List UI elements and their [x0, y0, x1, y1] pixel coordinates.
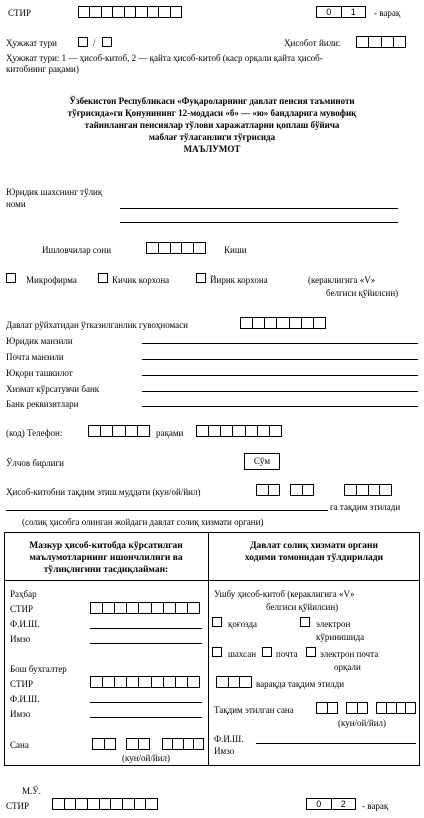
phone-code-input[interactable]: [88, 425, 150, 437]
via-label: орқали: [334, 662, 361, 672]
entity-name-label: Юридик шахснинг тўлиқ: [6, 187, 103, 197]
footer-stir-label: СТИР: [6, 801, 30, 811]
period-year-input[interactable]: [344, 484, 392, 496]
address-label: Юридик манзили: [6, 336, 73, 346]
large-checkbox[interactable]: [196, 273, 206, 283]
sheet-count-input[interactable]: [216, 676, 252, 688]
date-label: Сана: [10, 740, 29, 750]
right-date-month-input[interactable]: [346, 702, 368, 714]
doc-type-note: Ҳужжат тури: 1 — ҳисоб-китоб, 2 — қайта ҳисоб-китоб (каср орқали қайта ҳисоб-: [6, 53, 323, 63]
left-date-day-input[interactable]: [92, 738, 116, 750]
bank-label: Хизмат кўрсатувчи банк: [6, 384, 100, 394]
head-signature-label: Имзо: [10, 634, 31, 644]
submission-intro: Ушбу ҳисоб-китоб (кераклигига «V»: [214, 589, 355, 599]
workers-label: Ишловчилар сони: [42, 245, 112, 255]
footer-stir-input[interactable]: [52, 798, 158, 810]
seal-label: М.Ў.: [22, 786, 41, 796]
form-title: тайинланган пенсиялар тўлови харажатларни қоплаш бўйича: [84, 120, 340, 130]
paper-checkbox[interactable]: [212, 617, 222, 627]
accountant-fio-field[interactable]: [90, 702, 202, 703]
form-title: маблағ тўлаганлиги тўғрисида: [148, 132, 276, 142]
address-field[interactable]: [142, 343, 418, 344]
head-fio-label: Ф.И.Ш.: [10, 619, 40, 629]
electronic-label: электрон: [316, 619, 351, 629]
entity-name-field[interactable]: [120, 208, 398, 209]
doc-type-label: Ҳужжат тури: [6, 38, 57, 48]
right-date-year-input[interactable]: [376, 702, 416, 714]
workers-suffix: Киши: [224, 245, 247, 255]
email-label: электрон почта: [320, 649, 379, 659]
post-checkbox[interactable]: [262, 647, 272, 657]
right-panel-header: Давлат солиқ хизмати органи: [249, 541, 379, 551]
submitted-date-label: Тақдим этилган сана: [214, 705, 294, 715]
period-month-input[interactable]: [290, 484, 314, 496]
left-panel-header: Мазкур ҳисоб-китобда кўрсатилган: [29, 541, 183, 551]
large-label: Йирик корхона: [210, 275, 268, 285]
small-label: Кичик корхона: [112, 275, 170, 285]
post-label: почта: [276, 649, 298, 659]
right-date-hint: (кун/ой/йил): [338, 718, 386, 728]
doc-type-box[interactable]: [78, 37, 88, 47]
checkbox-hint: (кераклигига «V»: [308, 275, 376, 285]
parent-org-label: Юқори ташкилот: [6, 368, 73, 378]
micro-label: Микрофирма: [26, 275, 77, 285]
postal-label: Почта манзили: [6, 352, 64, 362]
bank-field[interactable]: [142, 391, 418, 392]
form-title: Ўзбекистон Республикаси «Фуқароларнинг давлат пенсия таъминоти: [69, 96, 355, 106]
page-suffix: - варақ: [374, 8, 401, 18]
head-label: Раҳбар: [10, 589, 37, 599]
in-person-checkbox[interactable]: [212, 647, 222, 657]
footer-page-suffix: - варақ: [362, 801, 389, 811]
entity-name-label: номи: [6, 199, 26, 209]
period-day-input[interactable]: [256, 484, 280, 496]
left-date-month-input[interactable]: [126, 738, 150, 750]
left-panel-header: маълумотларнинг ишончлилиги ва: [29, 553, 183, 563]
head-stir-label: СТИР: [10, 604, 34, 614]
right-date-day-input[interactable]: [316, 702, 338, 714]
page-digit: 0: [307, 799, 332, 809]
right-panel-header: ходими томонидан тўлдирилади: [244, 553, 384, 563]
officer-fio-label: Ф.И.Ш.: [214, 734, 244, 744]
accountant-signature-field[interactable]: [90, 717, 202, 718]
checkbox-hint: белгиси қўйилсин): [326, 288, 399, 298]
panel-divider: [208, 532, 209, 766]
workers-input[interactable]: [146, 242, 206, 254]
unit-label: Ўлчов бирлиги: [6, 458, 64, 468]
form-of-label: кўринишида: [316, 632, 365, 642]
micro-checkbox[interactable]: [6, 273, 16, 283]
accountant-stir-input[interactable]: [90, 676, 200, 688]
bank-details-label: Банк реквизитлари: [6, 399, 79, 409]
email-checkbox[interactable]: [306, 647, 316, 657]
doc-type-note: китобнинг рақами): [6, 64, 79, 74]
head-fio-field[interactable]: [90, 628, 202, 629]
small-checkbox[interactable]: [98, 273, 108, 283]
period-label: Ҳисоб-китобни тақдим этиш муддати (кун/ой/йил): [6, 487, 201, 497]
accountant-stir-label: СТИР: [10, 679, 34, 689]
phone-number-input[interactable]: [196, 425, 282, 437]
page-digit: 0: [317, 7, 342, 17]
stir-input[interactable]: [78, 6, 182, 18]
bank-details-field[interactable]: [142, 406, 418, 407]
tax-authority-field[interactable]: [6, 510, 328, 511]
doc-type-number-box[interactable]: [102, 37, 112, 47]
left-date-hint: (кун/ой/йил): [122, 753, 170, 763]
parent-org-field[interactable]: [142, 375, 418, 376]
accountant-fio-label: Ф.И.Ш.: [10, 694, 40, 704]
paper-label: қоғозда: [228, 619, 258, 629]
report-year-input[interactable]: [356, 36, 406, 48]
period-suffix: га тақдим этилади: [330, 502, 401, 512]
page-digit: 1: [350, 7, 356, 17]
entity-name-field[interactable]: [120, 222, 398, 223]
registry-input[interactable]: [240, 317, 326, 329]
form-title-main: МАЪЛУМОТ: [183, 144, 241, 154]
left-date-year-input[interactable]: [162, 738, 204, 750]
sheets-suffix: варақда тақдим этилди: [256, 679, 345, 689]
head-signature-field[interactable]: [90, 643, 202, 644]
panel-header-divider: [4, 580, 420, 581]
page-number-field[interactable]: [316, 6, 366, 18]
doc-type-separator: /: [93, 38, 96, 48]
page-digit: 2: [340, 799, 346, 809]
submission-intro: белгиси қўйилсин): [266, 602, 339, 612]
currency-button[interactable]: Сўм: [244, 453, 280, 470]
in-person-label: шахсан: [228, 649, 257, 659]
period-caption: (солиқ ҳисобга олинган жойдаги давлат солиқ хизмати органи): [22, 517, 264, 527]
registry-label: Давлат рўйхатидан ўтказилганлик гувоҳномаси: [6, 320, 188, 330]
left-panel-header: тўлиқлигини тасдиқлайман:: [43, 565, 169, 575]
postal-field[interactable]: [142, 359, 418, 360]
electronic-checkbox[interactable]: [300, 617, 310, 627]
accountant-signature-label: Имзо: [10, 709, 31, 719]
footer-page-number-field[interactable]: [306, 798, 356, 810]
accountant-label: Бош бухгалтер: [10, 664, 67, 674]
form-title: тўғрисида»ги Қонунининг 12-моддаси «б» — «ю» бандларига мувофиқ: [67, 108, 357, 118]
phone-label: (код) Телефон:: [6, 428, 63, 438]
head-stir-input[interactable]: [90, 602, 200, 614]
officer-fio-field[interactable]: [256, 743, 416, 744]
phone-number-label: рақами: [156, 428, 184, 438]
report-year-label: Ҳисобот йили:: [284, 38, 341, 48]
stir-label: СТИР: [8, 8, 32, 18]
officer-signature-label: Имзо: [214, 746, 235, 756]
